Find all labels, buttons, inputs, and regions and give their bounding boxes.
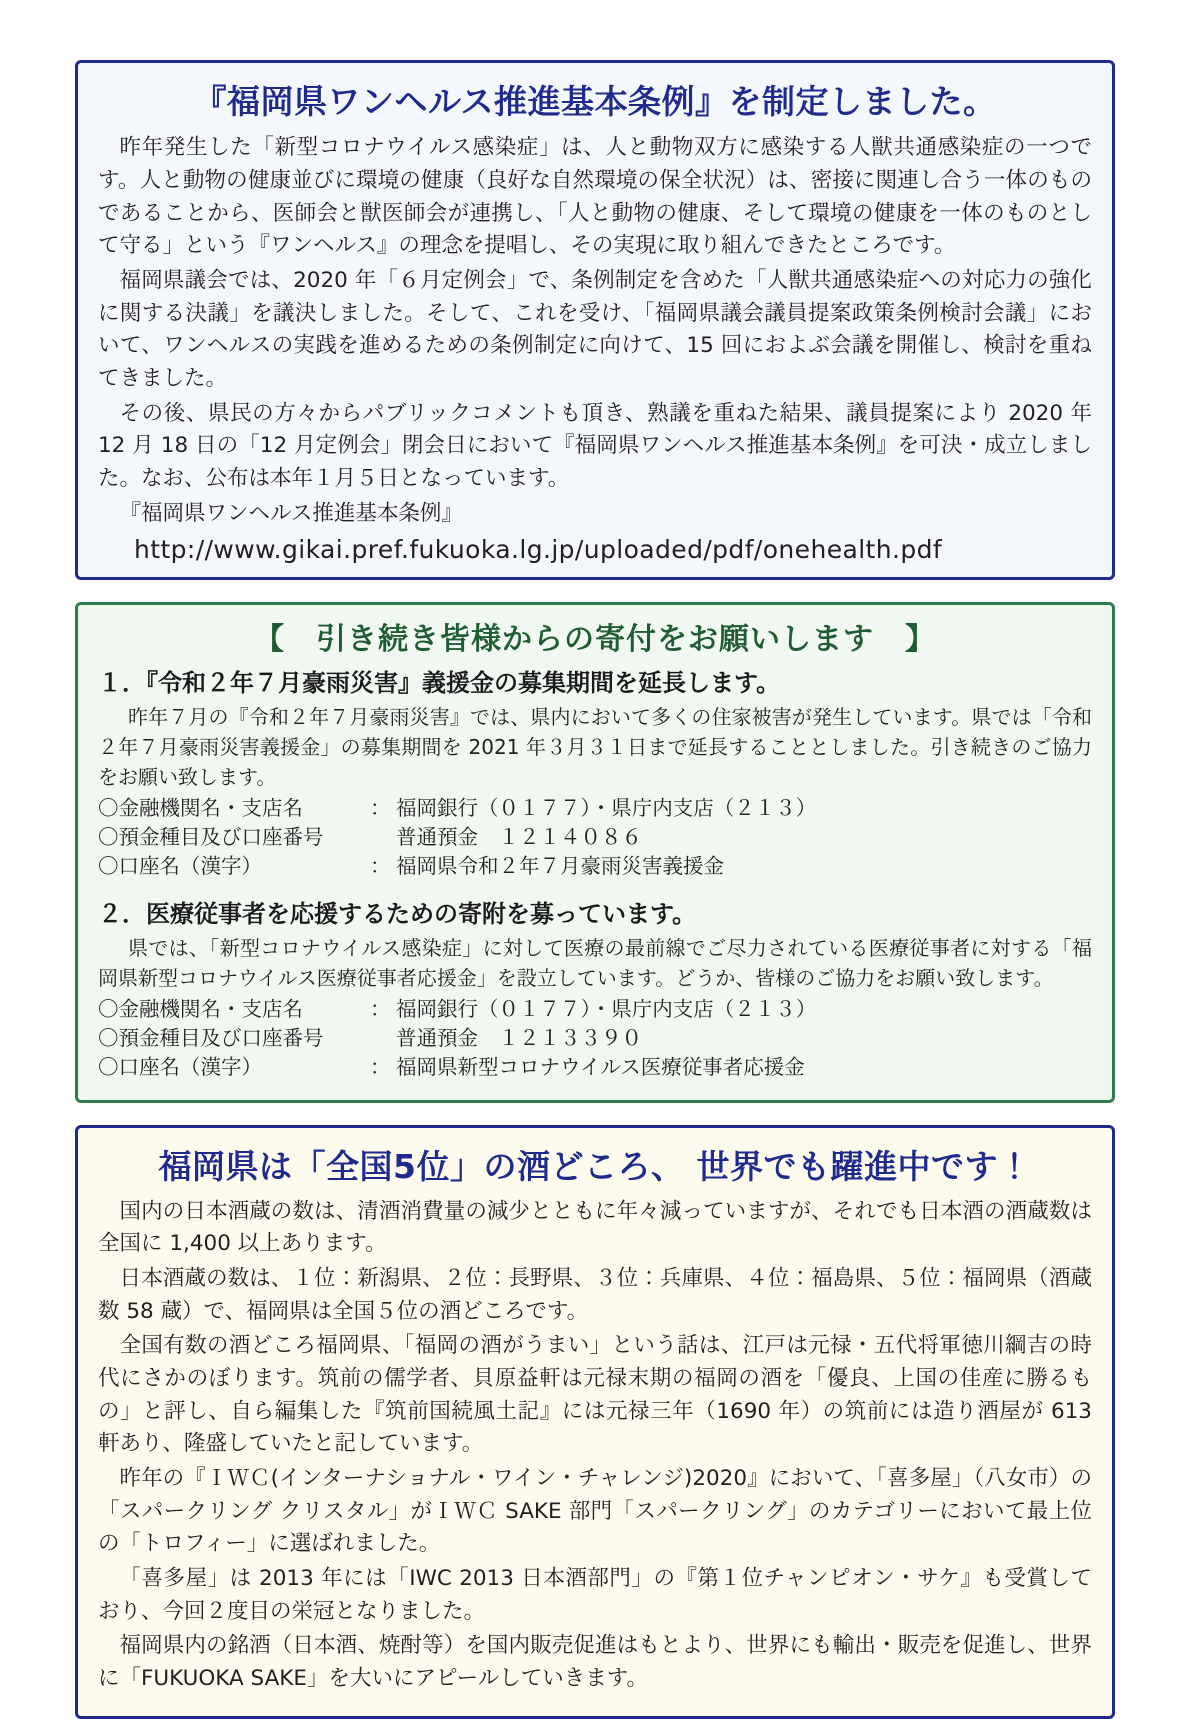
one-health-document-label: 『福岡県ワンヘルス推進基本条例』: [119, 500, 463, 526]
donation-item2-paragraph: 県では、「新型コロナウイルス感染症」に対して医療の最前線でご尽力されている医療従事者に対する「福岡県新型コロナウイルス医療従事者応援金」を設立しています。どうか、皆様のご協力をお願い致します。: [98, 935, 1092, 990]
bank-row-colon: ：: [370, 1055, 391, 1080]
bank-row-colon: ：: [370, 796, 391, 821]
bank-row: [98, 794, 1092, 823]
donation-item1-paragraph: 昨年７月の『令和２年７月豪雨災害』では、県内において多くの住家被害が発生しています。県では「令和２年７月豪雨災害義援金」の募集期間を 2021 年３月３１日まで延長することとしました。引き続きのご協力をお願い致します。: [98, 705, 1092, 790]
bank-row-label: 〇口座名（漢字）: [98, 1055, 262, 1080]
bank-row: [98, 995, 1092, 1024]
bank-row-label: 〇預金種目及び口座番号: [98, 825, 324, 850]
section-sake: [75, 1125, 1115, 1718]
sake-paragraph-3: 全国有数の酒どころ福岡県、「福岡の酒がうまい」という話は、江戸は元禄・五代将軍徳川綱吉の時代にさかのぼります。筑前の儒学者、貝原益軒は元禄末期の福岡の酒を「優良、上国の佳産に勝るもの」と評し、自ら編集した『筑前国続風土記』には元禄三年（1690 年）の筑前には造り酒屋が 613 軒あり、隆盛していたと記しています。: [98, 1333, 1092, 1457]
bank-row-value: 福岡県令和２年７月豪雨災害義援金: [396, 854, 724, 879]
donation-item2-bank-list: [98, 995, 1092, 1082]
bank-row-colon: ：: [370, 996, 391, 1021]
bank-row-label: 〇金融機関名・支店名: [98, 996, 303, 1021]
bank-row: [98, 1024, 1092, 1053]
bank-row-label: 〇口座名（漢字）: [98, 854, 262, 879]
bank-row: [98, 852, 1092, 881]
section-donation: [75, 602, 1115, 1103]
bank-row-label: 〇預金種目及び口座番号: [98, 1026, 324, 1051]
donation-item1-bank-list: [98, 794, 1092, 881]
bank-row-value: 福岡県新型コロナウイルス医療従事者応援金: [396, 1055, 805, 1080]
bank-row: [98, 1053, 1092, 1082]
bank-row-label: 〇金融機関名・支店名: [98, 796, 303, 821]
bank-row-colon: ：: [370, 854, 391, 879]
sake-paragraph-5: 「喜多屋」は 2013 年には「IWC 2013 日本酒部門」の『第１位チャンピオン・サケ』も受賞しており、今回２度目の栄冠となりました。: [98, 1565, 1092, 1624]
sake-paragraph-1: 国内の日本酒蔵の数は、清酒消費量の減少とともに年々減っていますが、それでも日本酒の酒蔵数は全国に 1,400 以上あります。: [98, 1198, 1092, 1257]
donation-item2-heading: ２．医療従事者を応援するための寄附を募っています。: [98, 899, 697, 928]
donation-item1-heading: １．『令和２年７月豪雨災害』義援金の募集期間を延長します。: [98, 668, 781, 697]
one-health-title: 『福岡県ワンヘルス推進基本条例』を制定しました。: [193, 82, 997, 121]
bank-row-value: 福岡銀行（０１７７）・県庁内支店（２１３）: [396, 996, 817, 1021]
sake-paragraph-6: 福岡県内の銘酒（日本酒、焼酎等）を国内販売促進はもとより、世界にも輸出・販売を促進し、世界に「FUKUOKA SAKE」を大いにアピールしていきます。: [98, 1633, 1092, 1691]
one-health-pdf-link[interactable]: http://www.gikai.pref.fukuoka.lg.jp/uploaded/pdf/onehealth.pdf: [134, 535, 943, 565]
bank-row-value: 普通預金 １２１４０８６: [396, 825, 642, 850]
one-health-paragraph-1: 昨年発生した「新型コロナウイルス感染症」は、人と動物双方に感染する人獣共通感染症の一つです。人と動物の健康並びに環境の健康（良好な自然環境の保全状況）は、密接に関連し合う一体のものであることから、医師会と獣医師会が連携し、「人と動物の健康、そして環境の健康を一体のものとして守る」という『ワンヘルス』の理念を提唱し、その実現に取り組んできたところです。: [98, 135, 1092, 259]
sake-paragraph-2: 日本酒蔵の数は、１位：新潟県、２位：長野県、３位：兵庫県、４位：福島県、５位：福岡県（酒蔵数 58 蔵）で、福岡県は全国５位の酒どころです。: [98, 1265, 1092, 1324]
bank-row-value: 福岡銀行（０１７７）・県庁内支店（２１３）: [396, 796, 817, 821]
bank-row: [98, 823, 1092, 852]
section-one-health: [75, 60, 1115, 580]
bank-row-value: 普通預金 １２１３３９０: [396, 1026, 642, 1051]
one-health-paragraph-3: その後、県民の方々からパブリックコメントも頂き、熟議を重ねた結果、議員提案により 2020 年 12 月 18 日の「12 月定例会」閉会日において『福岡県ワンヘルス推進基本条例』を可決・成立しました。なお、公布は本年１月５日となっています。: [98, 400, 1092, 491]
spacer: [98, 882, 1092, 894]
sake-title: 福岡県は「全国5位」の酒どころ、 世界でも躍進中です！: [158, 1147, 1032, 1187]
donation-title: 【 引き続き皆様からの寄付をお願いします 】: [254, 622, 936, 658]
sake-paragraph-4: 昨年の『ＩＷＣ(インターナショナル・ワイン・チャレンジ)2020』において、「喜多屋」（八女市）の「スパークリング クリスタル」がＩＷＣ SAKE 部門「スパークリング」のカテゴリーにおいて最上位の「トロフィー」に選ばれました。: [98, 1465, 1092, 1557]
one-health-paragraph-2: 福岡県議会では、2020 年「６月定例会」で、条例制定を含めた「人獣共通感染症への対応力の強化に関する決議」を議決しました。そして、これを受け、「福岡県議会議員提案政策条例検討会議」において、ワンヘルスの実践を進めるための条例制定に向けて、15 回におよぶ会議を開催し、検討を重ねてきました。: [98, 267, 1092, 391]
